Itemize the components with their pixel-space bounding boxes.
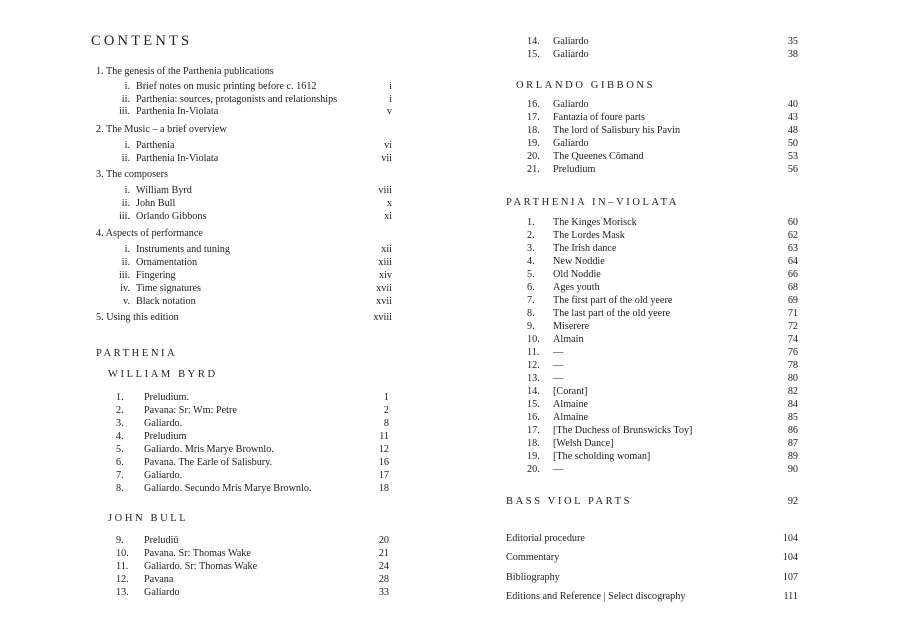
toc-entry[interactable]: [527, 268, 798, 281]
toc-entry[interactable]: [527, 150, 798, 163]
toc-entry[interactable]: [527, 398, 798, 411]
entry-title: Parthenia: [136, 140, 175, 151]
entry-title: Brief notes on music printing before c. 1612: [136, 81, 317, 92]
entry-page: x: [386, 198, 392, 209]
entry-number: v.: [123, 296, 130, 307]
entry-page: 48: [787, 125, 798, 136]
entry-title: Orlando Gibbons: [136, 211, 207, 222]
entry-number: 12.: [116, 574, 129, 585]
entry-page: viii: [378, 185, 392, 196]
entry-title: 5. Using this edition: [96, 312, 179, 323]
toc-entry[interactable]: [527, 463, 798, 476]
entry-page: 90: [787, 464, 798, 475]
entry-page: 21: [378, 548, 389, 559]
entry-title: [Corant]: [553, 386, 588, 397]
entry-page: 68: [787, 282, 798, 293]
entry-title: Galiardo: [144, 587, 180, 598]
entry-number: 13.: [116, 587, 129, 598]
entry-title: [The scholding woman]: [553, 451, 651, 462]
entry-title: Pavana: Sr: Wm: Petre: [144, 405, 237, 416]
entry-title: Preludium: [553, 164, 596, 175]
entry-page: 20: [378, 535, 389, 546]
entry-title: New Noddie: [553, 256, 605, 267]
entry-page: 50: [787, 138, 798, 149]
entry-title: Galiardo.: [144, 470, 183, 481]
entry-page: v: [386, 106, 392, 117]
toc-entry[interactable]: [104, 105, 392, 118]
entry-page: 69: [787, 295, 798, 306]
entry-title: Galiardo: [553, 138, 589, 149]
toc-entry[interactable]: [116, 417, 389, 430]
parthenia-heading: PARTHENIA: [96, 348, 178, 359]
entry-page: xiii: [378, 257, 392, 268]
entry-number: 11.: [116, 561, 129, 572]
toc-entry[interactable]: [116, 534, 389, 547]
entry-page: 56: [787, 164, 798, 175]
entry-title: Ages youth: [553, 282, 600, 293]
entry-title: Fantazia of foure parts: [553, 112, 645, 123]
entry-page: 28: [378, 574, 389, 585]
inviolata-heading: PARTHENIA IN–VIOLATA: [506, 197, 679, 208]
entry-number: 16.: [527, 412, 540, 423]
entry-number: 13.: [527, 373, 540, 384]
toc-entry[interactable]: [527, 437, 798, 450]
toc-entry[interactable]: [116, 469, 389, 482]
entry-number: i.: [124, 81, 130, 92]
entry-page: 62: [787, 230, 798, 241]
entry-page: 40: [787, 99, 798, 110]
entry-page: 35: [787, 36, 798, 47]
toc-entry[interactable]: [527, 346, 798, 359]
entry-title: The Queenes Cōmand: [553, 151, 644, 162]
entry-number: 19.: [527, 138, 540, 149]
toc-entry[interactable]: [506, 590, 798, 603]
toc-entry[interactable]: [527, 98, 798, 111]
entry-page: 17: [378, 470, 389, 481]
entry-title: Bibliography: [506, 571, 560, 583]
entry-title: Editions and Reference | Select discography: [506, 590, 686, 602]
entry-title: Galiardo: [553, 99, 589, 110]
entry-page: 66: [787, 269, 798, 280]
entry-page: i: [389, 81, 392, 92]
entry-number: 2.: [116, 405, 124, 416]
section-heading: 3. The composers: [96, 169, 168, 180]
entry-number: 5.: [116, 444, 124, 455]
toc-entry[interactable]: [527, 307, 798, 320]
bull-heading: JOHN BULL: [108, 513, 189, 524]
entry-page: xvii: [376, 296, 392, 307]
entry-page: 38: [787, 49, 798, 60]
entry-page: 86: [787, 425, 798, 436]
entry-number: 9.: [527, 321, 535, 332]
toc-entry[interactable]: [116, 547, 389, 560]
toc-entry[interactable]: [104, 93, 392, 106]
entry-page: 12: [378, 444, 389, 455]
entry-title: Preludiū: [144, 535, 179, 546]
entry-page: 43: [787, 112, 798, 123]
toc-entry[interactable]: [116, 560, 389, 573]
entry-title: —: [553, 464, 564, 475]
entry-page: xi: [384, 211, 392, 222]
entry-number: 10.: [116, 548, 129, 559]
entry-page: 72: [787, 321, 798, 332]
toc-entry[interactable]: [527, 216, 798, 229]
entry-number: 16.: [527, 99, 540, 110]
toc-entry[interactable]: [116, 391, 389, 404]
entry-number: 17.: [527, 112, 540, 123]
toc-entry[interactable]: [104, 197, 392, 210]
entry-title: Pavana. The Earle of Salisbury.: [144, 457, 273, 468]
toc-entry[interactable]: [104, 152, 392, 165]
entry-page: 64: [787, 256, 798, 267]
entry-page: 92: [787, 496, 798, 507]
entry-page: 63: [787, 243, 798, 254]
entry-number: 21.: [527, 164, 540, 175]
toc-entry[interactable]: [104, 269, 392, 282]
toc-entry[interactable]: [527, 137, 798, 150]
entry-page: 107: [782, 571, 798, 583]
entry-number: iii.: [118, 106, 130, 117]
entry-title: Almain: [553, 334, 584, 345]
toc-entry[interactable]: [527, 35, 798, 48]
entry-page: 71: [787, 308, 798, 319]
entry-page: 87: [787, 438, 798, 449]
entry-title: Preludium: [144, 431, 187, 442]
entry-title: —: [553, 373, 564, 384]
entry-number: 20.: [527, 151, 540, 162]
toc-entry[interactable]: [527, 242, 798, 255]
entry-title: Ornamentation: [136, 257, 198, 268]
entry-page: 74: [787, 334, 798, 345]
entry-number: 19.: [527, 451, 540, 462]
entry-page: 18: [378, 483, 389, 494]
toc-entry[interactable]: [116, 586, 389, 599]
entry-number: 18.: [527, 438, 540, 449]
entry-page: xviii: [373, 312, 392, 323]
entry-title: Miserere: [553, 321, 590, 332]
entry-number: 4.: [527, 256, 535, 267]
toc-entry[interactable]: [104, 139, 392, 152]
entry-number: 7.: [527, 295, 535, 306]
entry-number: 14.: [527, 386, 540, 397]
entry-title: The Kinges Morisck: [553, 217, 637, 228]
entry-title: Fingering: [136, 270, 176, 281]
entry-page: i: [389, 93, 392, 105]
entry-number: 12.: [527, 360, 540, 371]
entry-number: 17.: [527, 425, 540, 436]
toc-entry[interactable]: [527, 163, 798, 176]
entry-title: Parthenia In-Violata: [136, 106, 219, 117]
entry-number: 10.: [527, 334, 540, 345]
entry-page: vii: [381, 153, 392, 164]
entry-number: i.: [124, 244, 130, 255]
toc-entry-bass-viol[interactable]: [506, 495, 798, 509]
toc-entry[interactable]: [527, 294, 798, 307]
entry-title: Old Noddie: [553, 269, 601, 280]
entry-number: i.: [124, 140, 130, 151]
entry-number: 2.: [527, 230, 535, 241]
entry-number: 20.: [527, 464, 540, 475]
entry-number: 3.: [116, 418, 124, 429]
entry-page: vi: [384, 140, 392, 151]
toc-entry[interactable]: [527, 411, 798, 424]
entry-number: 1.: [527, 217, 535, 228]
toc-entry[interactable]: [104, 282, 392, 295]
toc-entry[interactable]: [506, 551, 798, 564]
entry-page: 8: [383, 418, 389, 429]
entry-number: 8.: [116, 483, 124, 494]
entry-title: —: [553, 347, 564, 358]
entry-title: Almaine: [553, 399, 589, 410]
entry-title: [Welsh Dance]: [553, 438, 614, 449]
entry-number: 8.: [527, 308, 535, 319]
toc-entry[interactable]: [116, 456, 389, 469]
entry-title: The lord of Salisbury his Pavin: [553, 125, 681, 136]
toc-entry[interactable]: [527, 281, 798, 294]
toc-entry[interactable]: [506, 571, 798, 584]
entry-title: Galiardo. Secundo Mris Marye Brownlo.: [144, 483, 312, 494]
section-heading: 4. Aspects of performance: [96, 228, 203, 239]
entry-title: Pavana. Sr: Thomas Wake: [144, 548, 251, 559]
toc-entry[interactable]: [527, 385, 798, 398]
toc-entry[interactable]: [104, 295, 392, 308]
toc-entry[interactable]: [527, 333, 798, 346]
toc-entry[interactable]: [104, 80, 392, 93]
entry-page: 111: [783, 590, 798, 602]
entry-page: 1: [383, 392, 389, 403]
entry-title: Almaine: [553, 412, 589, 423]
entry-page: 89: [787, 451, 798, 462]
entry-number: 5.: [527, 269, 535, 280]
entry-number: 6.: [527, 282, 535, 293]
byrd-heading: WILLIAM BYRD: [108, 369, 218, 380]
entry-number: 18.: [527, 125, 540, 136]
entry-number: 14.: [527, 36, 540, 47]
entry-page: 82: [787, 386, 798, 397]
entry-title: Time signatures: [136, 283, 201, 294]
toc-entry[interactable]: [104, 210, 392, 223]
contents-title: CONTENTS: [91, 33, 193, 49]
entry-number: 3.: [527, 243, 535, 254]
toc-entry[interactable]: [527, 255, 798, 268]
toc-entry[interactable]: [104, 256, 392, 269]
entry-number: iii.: [118, 270, 130, 281]
entry-page: 2: [383, 405, 389, 416]
entry-page: xii: [381, 244, 392, 255]
entry-title: William Byrd: [136, 185, 192, 196]
entry-number: iv.: [120, 283, 130, 294]
entry-title: Parthenia: sources, protagonists and relationships: [136, 93, 338, 105]
entry-page: 78: [787, 360, 798, 371]
toc-entry[interactable]: [506, 532, 798, 545]
bass-viol-heading: BASS VIOL PARTS: [506, 496, 633, 507]
entry-page: xiv: [378, 270, 392, 281]
entry-number: 7.: [116, 470, 124, 481]
toc-entry[interactable]: [527, 229, 798, 242]
entry-page: 80: [787, 373, 798, 384]
entry-title: The Irish dance: [553, 243, 617, 254]
toc-entry[interactable]: [527, 48, 798, 61]
toc-entry[interactable]: [527, 320, 798, 333]
toc-entry[interactable]: [527, 124, 798, 137]
entry-title: Commentary: [506, 552, 560, 564]
entry-title: Preludium.: [144, 392, 189, 403]
toc-entry[interactable]: [116, 573, 389, 586]
entry-title: Galiardo: [553, 49, 589, 60]
entry-title: Parthenia In-Violata: [136, 153, 219, 164]
entry-title: Galiardo. Sr: Thomas Wake: [144, 561, 258, 572]
entry-number: ii.: [121, 153, 130, 164]
entry-title: Galiardo: [553, 36, 589, 47]
entry-number: ii.: [121, 198, 130, 209]
entry-title: The first part of the old yeere: [553, 295, 673, 306]
entry-title: The last part of the old yeere: [553, 308, 671, 319]
entry-number: 9.: [116, 535, 124, 546]
entry-title: Instruments and tuning: [136, 244, 230, 255]
entry-page: 60: [787, 217, 798, 228]
entry-number: ii.: [121, 93, 130, 105]
entry-number: i.: [124, 185, 130, 196]
entry-title: Galiardo. Mris Marye Brownlo.: [144, 444, 274, 455]
entry-page: 104: [782, 552, 798, 564]
entry-page: 16: [378, 457, 389, 468]
toc-entry[interactable]: [527, 424, 798, 437]
gibbons-heading: ORLANDO GIBBONS: [516, 80, 656, 91]
entry-page: 104: [782, 533, 798, 544]
entry-page: xvii: [376, 283, 392, 294]
toc-entry[interactable]: [527, 372, 798, 385]
entry-number: 4.: [116, 431, 124, 442]
entry-page: 84: [787, 399, 798, 410]
entry-title: —: [553, 360, 564, 371]
entry-number: 15.: [527, 49, 540, 60]
entry-number: 15.: [527, 399, 540, 410]
toc-entry[interactable]: [116, 443, 389, 456]
toc-entry[interactable]: [104, 184, 392, 197]
toc-entry[interactable]: [116, 404, 389, 417]
section-heading: 2. The Music – a brief overview: [96, 124, 227, 135]
entry-title: Galiardo.: [144, 418, 183, 429]
entry-title: [The Duchess of Brunswicks Toy]: [553, 425, 693, 436]
toc-entry[interactable]: [527, 359, 798, 372]
entry-title: Black notation: [136, 296, 196, 307]
section-heading: 1. The genesis of the Parthenia publications: [96, 66, 274, 77]
toc-entry[interactable]: [96, 311, 392, 324]
entry-page: 53: [787, 151, 798, 162]
toc-entry[interactable]: [104, 243, 392, 256]
toc-entry[interactable]: [527, 111, 798, 124]
entry-number: 6.: [116, 457, 124, 468]
entry-title: The Lordes Mask: [553, 230, 625, 241]
entry-page: 11: [379, 431, 389, 442]
entry-number: ii.: [121, 257, 130, 268]
entry-number: 11.: [527, 347, 540, 358]
toc-entry[interactable]: [527, 450, 798, 463]
entry-page: 24: [378, 561, 389, 572]
entry-title: Editorial procedure: [506, 533, 585, 544]
entry-page: 33: [378, 587, 389, 598]
toc-entry[interactable]: [116, 482, 389, 495]
entry-number: iii.: [118, 211, 130, 222]
entry-number: 1.: [116, 392, 124, 403]
entry-title: Pavana: [144, 574, 174, 585]
toc-entry[interactable]: [116, 430, 389, 443]
entry-page: 85: [787, 412, 798, 423]
entry-page: 76: [787, 347, 798, 358]
entry-title: John Bull: [136, 198, 176, 209]
